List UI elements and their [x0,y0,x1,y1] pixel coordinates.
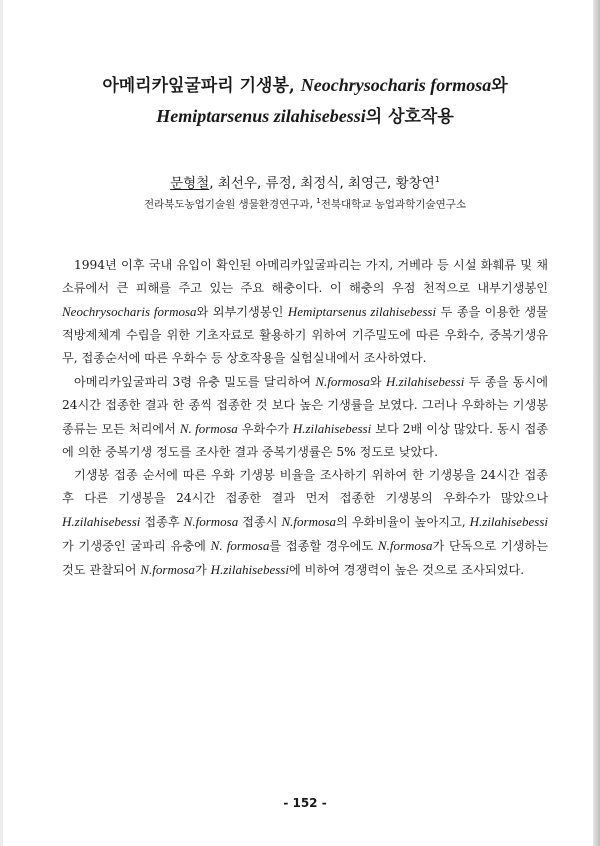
page-number: - 152 - [283,796,327,810]
species-name: Hemiptarsenus zilahisebessi [156,106,366,126]
affiliations: 전라북도농업기술원 생물환경연구과, $^1$전북대학교 농업과학기술연구소 [143,197,467,211]
page-title [40,70,570,132]
abstract-paragraph-3: 기생봉 접종 순서에 따른 우화 기생봉 비율을 조사하기 위하여 한 기생봉을 24시간 접종 후 다른 기생봉을 24시간 접종한 결과 먼저 접종한 기생봉의 우화수가 많았으나 H.zilahisebessi 접종후 N.formosa 접종시 N.formosa의 우화비율이 높아지고, H.zilahisebessi가 기생중인 굴파리 유충에 N. formosa를 접종할 경우에도 N.formosa가 단독으로 기생하는 것도 관찰되어 N.formosa가 H.zilahisebessi에 비하여 경쟁력이 높은 것으로 조사되었다. [62,468,548,577]
co-authors: , 최선우, 류정, 최정식, 최영근, 황창연 [209,175,435,192]
abstract-body [62,254,548,582]
presenting-author: 문형철 [170,175,210,192]
abstract-paragraph-2: 아메리카잎굴파리 3령 유충 밀도를 달리하여 N.formosa와 H.zilahisebessi 두 종을 동시에 24시간 접종한 결과 한 종씩 접종한 것 보다 높은 기생률을 보였다. 그러나 우화하는 기생봉 종류는 모든 처리에서 N. formosa 우화수가 H.zilahisebessi 보다 2배 이상 많았다. 동시 접종에 의한 중복기생 정도를 조사한 결과 중복기생률은 5% 정도로 낮았다. [62,374,548,459]
author-list [40,170,570,194]
page-edge-shadow [593,0,600,846]
title-line-2: Hemiptarsenus zilahisebessi의 상호작용 [156,106,454,127]
page-edge-left [0,0,3,846]
species-name: Neochrysocharis formosa [300,75,492,95]
affiliation-marker: 1 [434,175,440,184]
affiliation-marker: 1 [316,197,321,205]
abstract-paragraph-1: 1994년 이후 국내 유입이 확인된 아메리카잎굴파리는 가지, 거베라 등 시설 화훼류 및 채소류에서 큰 피해를 주고 있는 주요 해충이다. 이 해충의 우점 천적으로 내부기생봉인 Neochrysocharis formosa와 외부기생봉인 Hemiptarsenus zilahisebessi 두 종을 이용한 생물적방제체계 수립을 위한 기초자료로 활용하기 위하여 기주밀도에 따른 우화수, 중복기생유무, 접종순서에 따른 우화수 등 상호작용을 실험실내에서 조사하였다. [62,258,548,365]
title-line-1: 아메리카잎굴파리 기생봉, Neochrysocharis formosa와 [102,75,508,96]
